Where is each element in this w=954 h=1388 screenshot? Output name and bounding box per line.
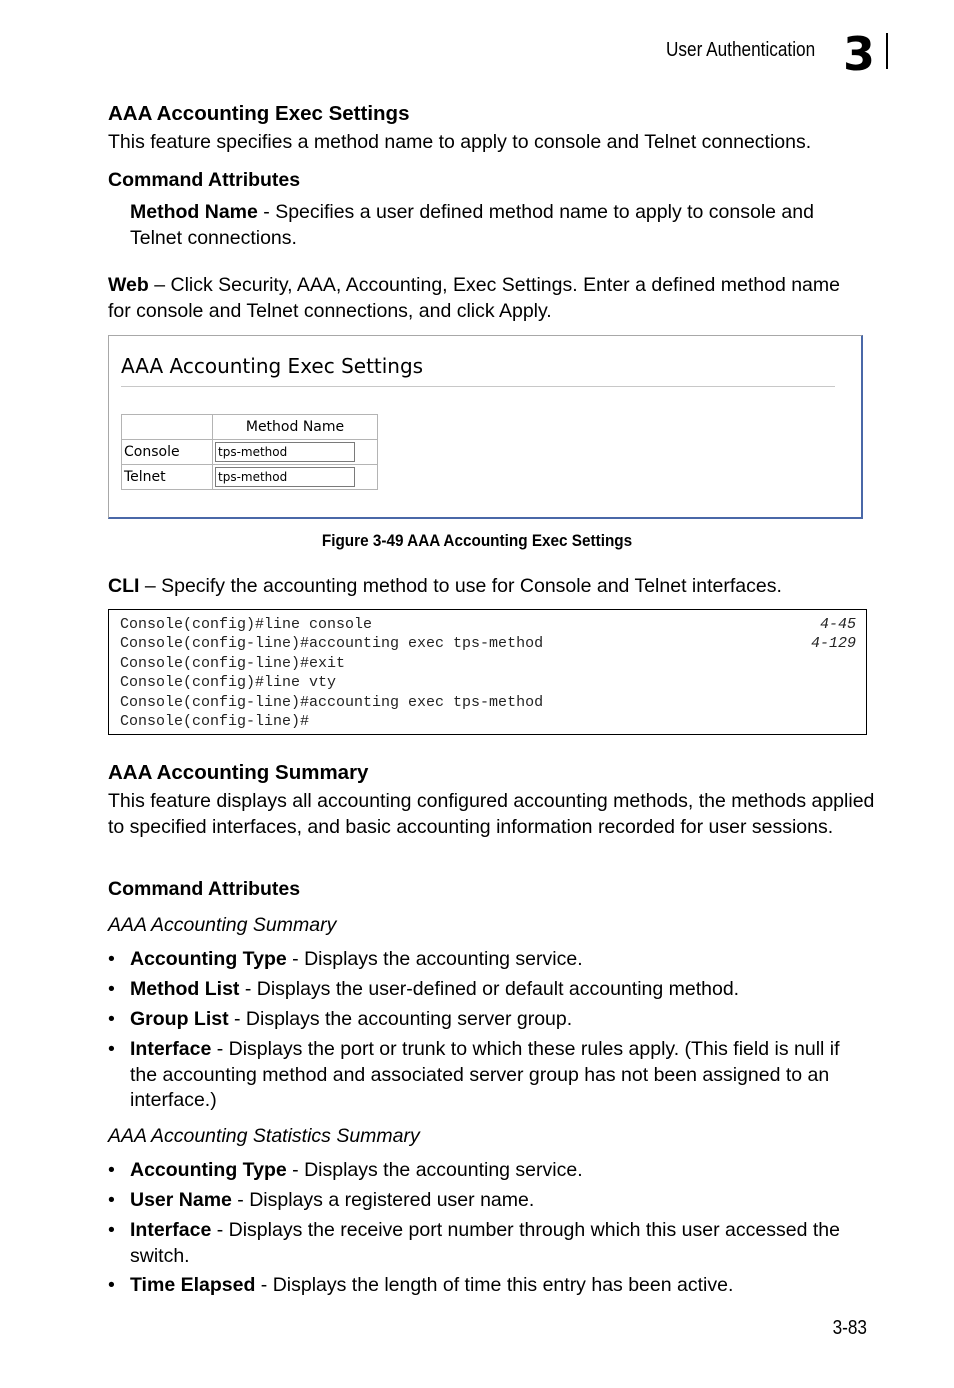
item-term: Group List	[130, 1008, 229, 1030]
item-desc: - Displays a registered user name.	[231, 1189, 535, 1211]
telnet-label: Telnet	[122, 465, 213, 490]
telnet-method-input[interactable]: tps-method	[215, 467, 355, 487]
section-intro-exec-settings: This feature specifies a method name to apply to console and Telnet connections.	[108, 131, 812, 153]
code-page-ref: 4-45	[819, 616, 856, 633]
method-name-column-header: Method Name	[213, 415, 378, 440]
telnet-method-cell	[213, 465, 378, 490]
bullet-glyph: •	[108, 1189, 115, 1211]
code-line	[120, 673, 856, 692]
item-desc: - Displays the receive port number through which this user accessed the switch.	[130, 1219, 840, 1267]
table-row-console	[122, 440, 378, 465]
bullet-glyph: •	[108, 1274, 115, 1296]
method-name-desc: - Specifies a user defined method name to apply to console and Telnet connections.	[130, 201, 814, 249]
console-label: Console	[122, 440, 213, 465]
code-line	[120, 712, 856, 731]
code-command: Console(config-line)#	[120, 713, 310, 730]
cli-desc: – Specify the accounting method to use for Console and Telnet interfaces.	[139, 575, 782, 597]
item-term: Interface	[130, 1038, 212, 1060]
list-item	[108, 1037, 868, 1114]
section-heading-exec-settings: AAA Accounting Exec Settings	[108, 102, 410, 125]
code-line	[120, 693, 856, 712]
console-method-cell	[213, 440, 378, 465]
chapter-number: 3	[843, 27, 876, 81]
item-term: Accounting Type	[130, 1159, 287, 1181]
table-header-row	[122, 415, 378, 440]
section-heading-accounting-summary: AAA Accounting Summary	[108, 761, 369, 784]
bullet-glyph: •	[108, 1159, 115, 1181]
subheading-statistics-summary: AAA Accounting Statistics Summary	[108, 1125, 420, 1147]
bullet-glyph: •	[108, 1038, 115, 1060]
web-instructions	[108, 273, 848, 324]
method-name-term: Method Name	[130, 201, 258, 223]
list-item	[108, 1007, 868, 1033]
code-command: Console(config)#line vty	[120, 674, 337, 692]
figure-title-rule	[121, 386, 835, 387]
code-line	[120, 634, 856, 653]
item-desc: - Displays the length of time this entry has been active.	[255, 1274, 734, 1296]
web-desc: – Click Security, AAA, Accounting, Exec Settings. Enter a defined method name for console and Telnet connections, and click Apply.	[108, 274, 840, 322]
figure-panel-title: AAA Accounting Exec Settings	[121, 354, 424, 378]
table-row-telnet	[122, 465, 378, 490]
code-command: Console(config)#line console	[120, 616, 373, 633]
console-method-input[interactable]: tps-method	[215, 442, 355, 462]
list-item	[108, 1158, 868, 1184]
code-line	[120, 615, 856, 634]
running-header-title: User Authentication	[666, 39, 816, 61]
item-desc: - Displays the accounting server group.	[228, 1008, 573, 1030]
page-number: 3-83	[832, 1317, 867, 1339]
item-term: Accounting Type	[130, 948, 287, 970]
cli-term: CLI	[108, 575, 140, 597]
bullet-glyph: •	[108, 1219, 115, 1241]
subheading-accounting-summary: AAA Accounting Summary	[108, 914, 337, 936]
list-item	[108, 1218, 868, 1269]
cli-code-block	[108, 609, 867, 735]
table-header-empty	[122, 415, 213, 440]
code-line	[120, 654, 856, 673]
section-intro-accounting-summary: This feature displays all accounting configured accounting methods, the methods applied to specified interfaces, and basic accounting information recorded for user sessions.	[108, 790, 875, 838]
list-item	[108, 1273, 868, 1299]
list-item	[108, 1188, 868, 1214]
list-item	[108, 977, 868, 1003]
item-desc: - Displays the user-defined or default accounting method.	[239, 978, 740, 1000]
item-desc: - Displays the accounting service.	[286, 1159, 583, 1181]
bullet-glyph: •	[108, 1008, 115, 1030]
command-attributes-heading: Command Attributes	[108, 169, 301, 191]
command-attributes-heading: Command Attributes	[108, 878, 301, 900]
item-term: User Name	[130, 1189, 232, 1211]
code-page-ref: 4-129	[810, 635, 856, 653]
item-term: Method List	[130, 978, 240, 1000]
bullet-glyph: •	[108, 948, 115, 970]
item-term: Time Elapsed	[130, 1274, 256, 1296]
bullet-glyph: •	[108, 978, 115, 1000]
item-term: Interface	[130, 1219, 212, 1241]
item-desc: - Displays the port or trunk to which these rules apply. (This field is null if the accounting method and associated server group has not been assigned to an interface.)	[130, 1038, 840, 1111]
item-desc: - Displays the accounting service.	[286, 948, 583, 970]
code-command: Console(config-line)#accounting exec tps-method	[120, 693, 544, 711]
web-term: Web	[108, 274, 149, 296]
method-name-attribute	[130, 200, 870, 251]
code-command: Console(config-line)#accounting exec tps-method	[120, 635, 544, 653]
figure-caption: Figure 3-49 AAA Accounting Exec Settings	[321, 531, 633, 550]
chapter-divider	[886, 33, 888, 69]
figure-screenshot	[108, 335, 863, 519]
code-command: Console(config-line)#exit	[120, 654, 346, 672]
cli-instructions	[108, 574, 878, 600]
exec-settings-table	[121, 414, 378, 490]
list-item	[108, 947, 868, 973]
